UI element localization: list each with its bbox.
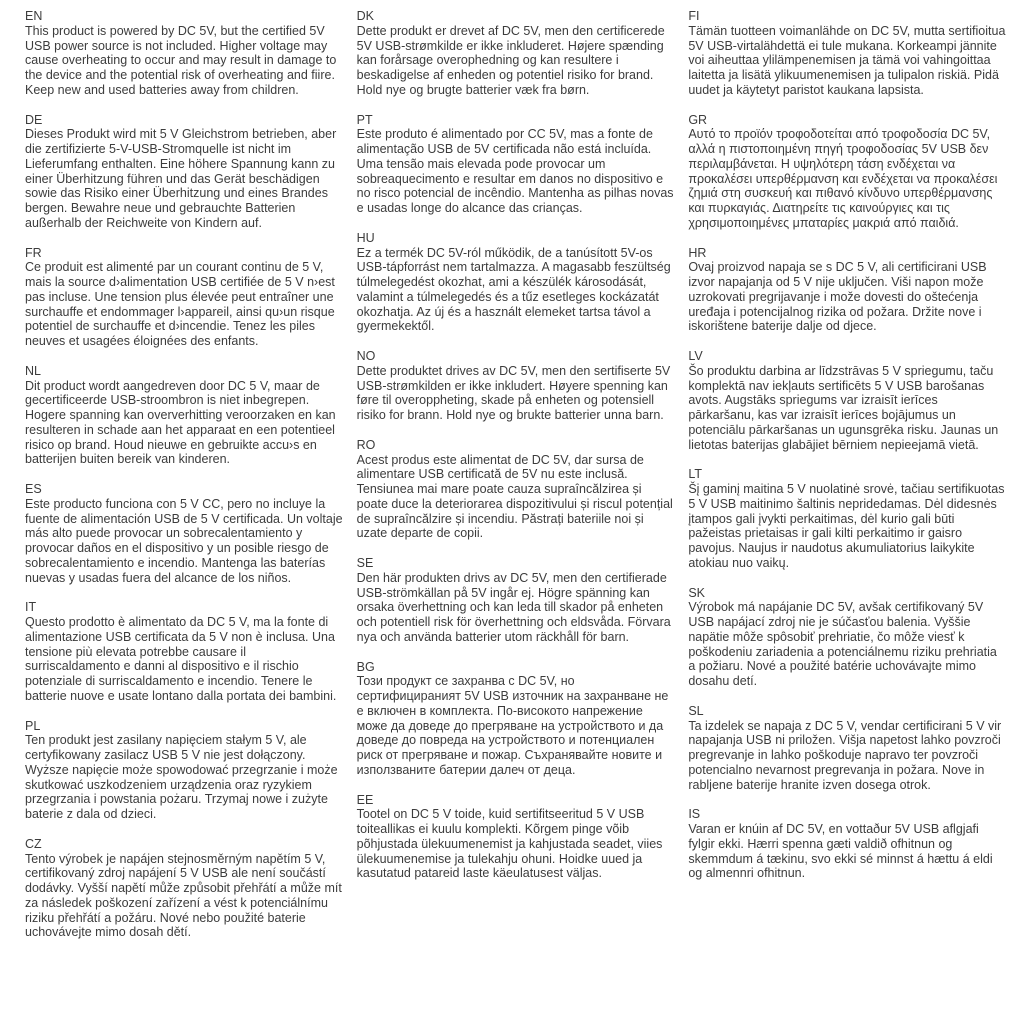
language-code: PT <box>356 112 373 127</box>
language-text: Този продукт се захранва с DC 5V, но сертифицираният 5V USB източник на захранване не е включен в комплекта. По-високото напрежение може да доведе до прегряване на устройството и да доведе до повреда на устройството и потенциален риск от прегряване и пожар. Съхранявайте новите и използваните батерии далеч от деца. <box>356 674 669 777</box>
language-text: Acest produs este alimentat de DC 5V, dar sursa de alimentare USB certificată de 5V nu este inclusă. Tensiunea mai mare poate cauza supraîncălzirea și poate duce la deteriorarea dispozitivului și riscul potențial de supraîncălzire și incendiu. Păstrați bateriile noi și uzate departe de copii. <box>356 452 673 541</box>
language-code: PL <box>25 718 41 733</box>
language-code: IT <box>25 600 37 615</box>
language-text: Dette produktet drives av DC 5V, men den sertifiserte 5V USB-strømkilden er ikke inkludert. Høyere spenning kan føre til overoppheting, skade på enheten og potensiell risiko for brann. Hold nye og brukte batterier unna barn. <box>356 363 671 422</box>
language-section-ee <box>357 793 675 882</box>
language-section-sk <box>688 586 1006 689</box>
language-section-nl <box>25 364 343 467</box>
language-section-lt <box>688 467 1006 570</box>
language-text: Ten produkt jest zasilany napięciem stałym 5 V, ale certyfikowany zasilacz USB 5 V nie jest dołączony. Wyższe napięcie może spowodować przegrzanie i może skutkować uszkodzeniem urządzenia oraz ryzykiem przegrzania i powstania pożaru. Trzymaj nowe i zużyte baterie z dala od dzieci. <box>25 733 338 821</box>
language-code: LV <box>688 349 703 363</box>
language-section-hu <box>357 231 675 334</box>
language-section-de <box>25 113 343 231</box>
language-code: LT <box>688 467 702 482</box>
language-text: Αυτό το προϊόν τροφοδοτείται από τροφοδοσία DC 5V, αλλά η πιστοποιημένη πηγή τροφοδοσίας 5V USB δεν περιλαμβάνεται. Η υψηλότερη τάση ενδέχεται να προκαλέσει υπερθέρμανση και ενδέχεται να προκαλέσει ζημιά στη συσκευή και πιθανό κίνδυνο υπερθέρμανσης και πυρκαγιάς. Διατηρείτε τις καινούργιες και τις χρησιμοποιημένες μπαταρίες μακριά από παιδιά. <box>688 127 998 230</box>
language-code: RO <box>356 437 376 452</box>
language-text: Šo produktu darbina ar līdzstrāvas 5 V spriegumu, taču komplektā nav iekļauts sertificēts 5 V USB barošanas avots. Augstāks spriegums var izraisīt ierīces pārkaršanu, kas var izraisīt ierīces bojājumus un potenciālu pārkaršanas un ugunsgrēka risku. Jaunas un lietotas baterijas glabājiet bērniem nepieejamā vietā. <box>688 363 999 452</box>
column-1 <box>25 9 343 1024</box>
language-code: GR <box>688 112 708 127</box>
language-text: Questo prodotto è alimentato da DC 5 V, ma la fonte di alimentazione USB certificata da 5 V non è inclusa. Una tensione più elevata potrebbe causare il surriscaldamento e danni al dispositivo e il rischio potenziale di surriscaldamento e incendio. Tenere le batterie nuove e usate lontano dalla portata dei bambini. <box>25 615 337 703</box>
language-text: Šį gaminį maitina 5 V nuolatinė srovė, tačiau sertifikuotas 5 V USB maitinimo šaltinis nepridedamas. Dėl didesnės įtampos gali įvykti perkaitimas, dėl kurio gali būti pažeistas prietaisas ir gali kilti perkaitimo ir gaisro pavojus. Naujus ir naudotus akumuliatorius laikykite atokiau nuo vaikų. <box>688 482 1005 570</box>
language-section-gr <box>688 113 1006 231</box>
language-text: Ce produit est alimenté par un courant continu de 5 V, mais la source d›alimentation USB certifiée de 5 V n›est pas incluse. Une tension plus élevée peut entraîner une surchauffe et endommager l›appareil, ainsi qu›un risque potentiel de surchauffe et d›incendie. Tenez les piles neuves et usagées éloignées des enfants. <box>25 260 335 348</box>
language-text: Dette produkt er drevet af DC 5V, men den certificerede 5V USB-strømkilde er ikke inkluderet. Højere spænding kan forårsage overophedning og kan resultere i beskadigelse af enheden og potentiel risiko for brand. Hold nye og brugte batterier væk fra børn. <box>356 23 665 97</box>
language-text: Tento výrobek je napájen stejnosměrným napětím 5 V, certifikovaný zdroj napájení 5 V USB ale není součástí dodávky. Vyšší napětí může způsobit přehřátí a může mít za následek poškození zařízení a vést k potenciálnímu riziku přehřátí a požáru. Nové nebo použité baterie uchovávejte mimo dosah dětí. <box>25 851 342 940</box>
language-code: SE <box>356 556 374 570</box>
language-text: Varan er knúin af DC 5V, en vottaður 5V USB aflgjafi fylgir ekki. Hærri spenna gæti valdið ofhitnun og skemmdum á tækinu, svo ekki sé minnst á hættu á eldi og almennri ofhitnun. <box>688 822 993 881</box>
language-section-lv <box>688 349 1006 452</box>
column-2 <box>357 9 675 1024</box>
language-code: DK <box>356 9 375 23</box>
language-code: EN <box>25 9 43 23</box>
language-section-pl <box>25 719 343 822</box>
language-text: Ovaj proizvod napaja se s DC 5 V, ali certificirani USB izvor napajanja od 5 V nije uključen. Viši napon može uzrokovati pregrijavanje i može dovesti do oštećenja uređaja i potencijalnog rizika od požara. Držite nove i iskorištene baterije dalje od djece. <box>688 260 987 334</box>
language-code: FI <box>688 9 700 23</box>
language-text: Dit product wordt aangedreven door DC 5 V, maar de gecertificeerde USB-stroombron is niet inbegrepen. Hogere spanning kan oververhitting veroorzaken en kan resulteren in schade aan het apparaat en een potentieel risico op brand. Houd nieuwe en gebruikte accu›s en batterijen buiten bereik van kinderen. <box>25 378 336 467</box>
language-code: EE <box>356 792 374 807</box>
language-section-fr <box>25 246 343 349</box>
language-text: Výrobok má napájanie DC 5V, avšak certifikovaný 5V USB napájací zdroj nie je súčasťou balenia. Vyššie napätie môže spôsobiť prehriatie, čo môže viesť k poškodeniu zariadenia a potenciálnemu riziku prehriatia a požiaru. Nové a použité batérie uchovávajte mimo dosahu detí. <box>688 600 997 688</box>
language-text: Tämän tuotteen voimanlähde on DC 5V, mutta sertifioitua 5V USB-virtalähdettä ei tule mukana. Korkeampi jännite voi aiheuttaa ylilämpenemisen ja tämä voi vahingoittaa laitetta ja lisätä ylikuumenemisen ja tulipalon riskiä. Pidä uudet ja käytetyt paristot kaukana lapsista. <box>688 23 1006 97</box>
language-section-fi <box>688 9 1006 98</box>
language-text: Tootel on DC 5 V toide, kuid sertifitseeritud 5 V USB toiteallikas ei kuulu komplekti. Kõrgem pinge võib põhjustada ülekuumenemist ja kahjustada seadet, viies ülekuumenemise ja tulekahju ohuni. Hoidke uued ja kasutatud patareid laste käeulatusest väljas. <box>356 807 663 881</box>
language-code: SL <box>688 703 704 718</box>
language-section-pt <box>357 113 675 216</box>
language-code: BG <box>356 659 375 674</box>
language-section-sl <box>688 704 1006 793</box>
language-section-ro <box>357 438 675 541</box>
language-section-no <box>357 349 675 423</box>
language-code: NL <box>25 363 41 378</box>
language-text: Dieses Produkt wird mit 5 V Gleichstrom betrieben, aber die zertifizierte 5-V-USB-Stromquelle ist nicht im Lieferumfang enthalten. Eine höhere Spannung kann zu einer Überhitzung führen und das Gerät beschädigen sowie das Risiko einer Überhitzung und eines Brandes bergen. Bewahre neue und gebrauchte Batterien außerhalb der Reichweite von Kindern auf. <box>25 127 337 230</box>
column-3 <box>688 9 1006 1024</box>
language-code: DE <box>25 112 43 127</box>
language-section-cz <box>25 837 343 940</box>
language-code: FR <box>25 245 42 260</box>
language-section-se <box>357 556 675 645</box>
language-code: NO <box>356 349 376 363</box>
language-section-bg <box>357 660 675 778</box>
language-text: This product is powered by DC 5V, but the certified 5V USB power source is not included. Higher voltage may cause overheating to occur and may result in damage to the device and the potential risk of overheating and fiire. Keep new and used batteries away from children. <box>25 23 337 97</box>
language-code: HR <box>688 245 707 260</box>
language-section-hr <box>688 246 1006 335</box>
language-text: Den här produkten drivs av DC 5V, men den certifierade USB-strömkällan på 5V ingår ej. Högre spänning kan orsaka överhettning och kan leda till skador på enheten och potentiell risk för överhettning och eldsvåda. Förvara nya och använda batterier utom räckhåll för barn. <box>356 570 671 644</box>
language-text: Ez a termék DC 5V-ról működik, de a tanúsított 5V-os USB-tápforrást nem tartalmazza. A magasabb feszültség túlmelegedést okozhat, ami a készülék károsodását, valamint a túlmelegedés és a tűz esetleges kockázatát okozhatja. Az új és a használt elemeket tartsa távol a gyermekektől. <box>356 245 671 334</box>
language-code: CZ <box>25 836 42 851</box>
language-text: Ta izdelek se napaja z DC 5 V, vendar certificirani 5 V vir napajanja USB ni priložen. Višja napetost lahko povzroči pregrevanje in lahko poškoduje napravo ter povzroči potencialno nevarnost pregrevanja in požara. Nove in rabljene baterije hranite izven dosega otrok. <box>688 718 1002 792</box>
language-section-dk <box>357 9 675 98</box>
language-text: Este produto é alimentado por CC 5V, mas a fonte de alimentação USB de 5V certificada não está incluída. Uma tensão mais elevada pode provocar um sobreaquecimento e resultar em danos no dispositivo e no risco potencial de incêndio. Mantenha as pilhas novas e usadas longe do alcance das crianças. <box>356 127 674 215</box>
language-text: Este producto funciona con 5 V CC, pero no incluye la fuente de alimentación USB de 5 V certificada. Un voltaje más alto puede provocar un sobrecalentamiento y provocar daños en el dispositivo y un posible riesgo de sobrecalentamiento e incendio. Mantenga las baterías nuevas y usadas fuera del alcance de los niños. <box>25 496 343 585</box>
language-section-en <box>25 9 343 98</box>
language-section-is <box>688 807 1006 881</box>
language-code: IS <box>688 807 701 822</box>
language-code: HU <box>356 230 375 245</box>
language-section-it <box>25 600 343 703</box>
language-code: ES <box>25 482 42 496</box>
language-section-es <box>25 482 343 585</box>
language-code: SK <box>688 585 706 600</box>
